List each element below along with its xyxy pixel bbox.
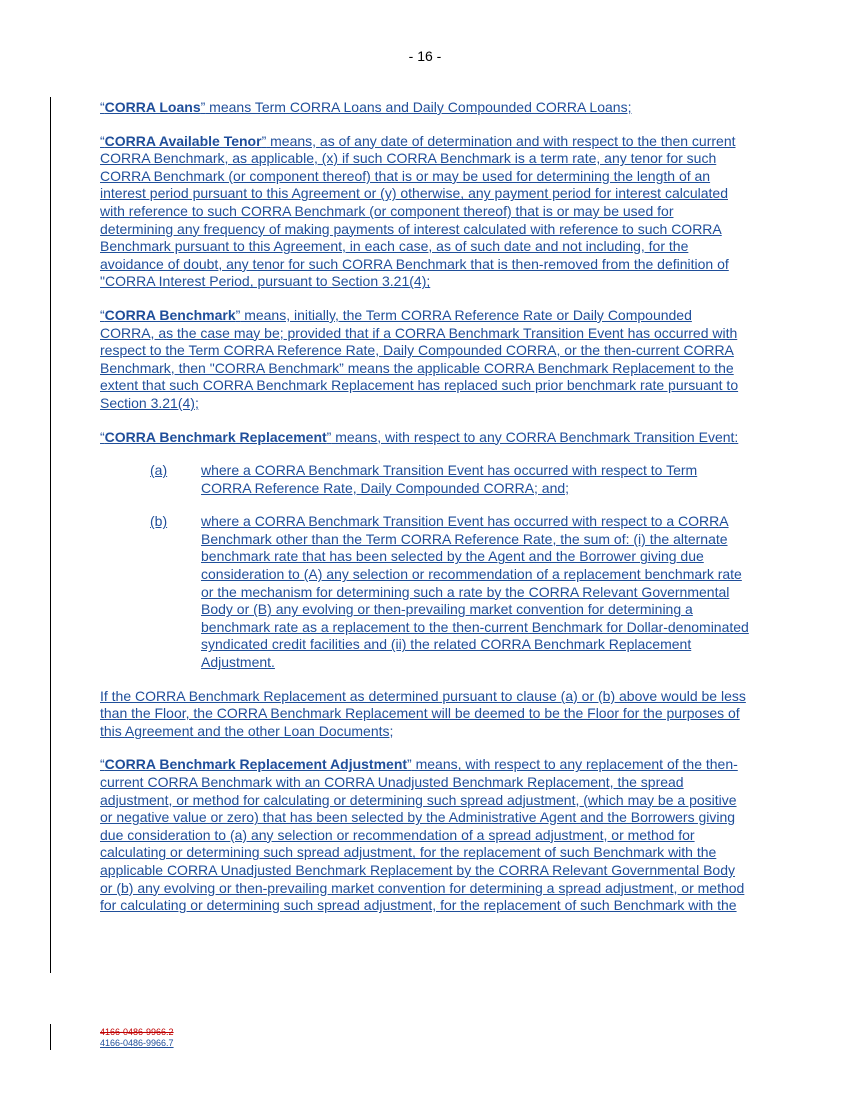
defined-term: CORRA Benchmark Replacement: [104, 428, 327, 445]
defined-term: CORRA Benchmark: [104, 306, 236, 323]
close-quote: ”: [407, 756, 412, 773]
definition-corra-available-tenor: [100, 133, 750, 291]
open-quote: “: [100, 306, 105, 323]
footer-change-bar: [50, 1024, 51, 1050]
open-quote: “: [100, 428, 105, 445]
definition-corra-loans: [100, 99, 750, 117]
open-quote: “: [100, 756, 105, 773]
page-number: - 16 -: [408, 48, 442, 64]
close-quote: ”: [326, 428, 332, 445]
definition-corra-benchmark-replacement: [100, 429, 750, 447]
definition-text: means, as of any date of determination and with respect to the then current CORRA Benchmark, as applicable, (x) if such CORRA Benchmark is a term rate, any tenor for such CORRA Benchmark (or component thereof) that is or may be used for determining the length of an interest period pursuant to this Agreement or (y) otherwise, any payment period for interest calculated with reference to such CORRA Benchmark (or component thereof) that is or may be used for determining any frequency of making payments of interest calculated with reference to such CORRA Benchmark pursuant to this Agreement, in each case, as of such date and not including, for the avoidance of doubt, any tenor for such CORRA Benchmark that is then-removed from the definition of "CORRA Interest Period, pursuant to Section 3.21(4);: [100, 132, 736, 290]
list-item-text: where a CORRA Benchmark Transition Event has occurred with respect to Term CORRA Reference Rate, Daily Compounded CORRA; and;: [201, 462, 698, 496]
definition-corra-benchmark: [100, 307, 750, 413]
close-quote: ”: [200, 99, 206, 115]
list-item-label: (b): [150, 513, 168, 530]
list-item-text: where a CORRA Benchmark Transition Event has occurred with respect to a CORRA Benchmark other than the Term CORRA Reference Rate, the sum of: (i) the alternate benchmark rate that has been selected by the Agent and the Borrower giving due consideration to (A) any selection or recommendation of a replacement benchmark rate or the mechanism for determining such a rate by the CORRA Relevant Governmental Body or (B) any evolving or then-prevailing market convention for determining a benchmark rate as a replacement to the then-current Benchmark for Dollar-denominated syndicated credit facilities and (ii) the related CORRA Benchmark Replacement Adjustment.: [201, 513, 749, 671]
deleted-doc-id: 4166-0486-9966.2: [100, 1027, 174, 1037]
definition-text: means, with respect to any CORRA Benchmark Transition Event:: [331, 428, 739, 445]
inserted-doc-id: 4166-0486-9966.7: [100, 1038, 174, 1048]
defined-term: CORRA Benchmark Replacement Adjustment: [104, 756, 408, 773]
list-item-b: [150, 513, 750, 671]
floor-paragraph: If the CORRA Benchmark Replacement as determined pursuant to clause (a) or (b) above would be less than the Floor, the CORRA Benchmark Replacement will be deemed to be the Floor for the purposes of this Agreement and the other Loan Documents;: [100, 687, 746, 739]
defined-term: CORRA Loans: [104, 99, 201, 115]
change-bar: [50, 97, 51, 973]
list-item-label: (a): [150, 462, 168, 479]
close-quote: ”: [235, 306, 241, 323]
defined-term: CORRA Available Tenor: [104, 132, 262, 149]
document-body: [100, 99, 750, 931]
document-footer: [100, 1027, 174, 1049]
open-quote: “: [100, 99, 105, 115]
open-quote: “: [100, 132, 105, 149]
list-item-a: [150, 462, 750, 497]
definition-text: means Term CORRA Loans and Daily Compounded CORRA Loans;: [205, 99, 632, 115]
definition-text: means, initially, the Term CORRA Reference Rate or Daily Compounded CORRA, as the case may be; provided that if a CORRA Benchmark Transition Event has occurred with respect to the Term CORRA Reference Rate, Daily Compounded CORRA, or the then-current CORRA Benchmark, then "CORRA Benchmark” means the applicable CORRA Benchmark Replacement to the extent that such CORRA Benchmark Replacement has replaced such prior benchmark rate pursuant to Section 3.21(4);: [100, 306, 739, 411]
close-quote: ”: [261, 132, 267, 149]
definition-text: means, with respect to any replacement of the then-current CORRA Benchmark with an CORRA Unadjusted Benchmark Replacement, the spread adjustment, or method for calculating or determining such spread adjustment, (which may be a positive or negative value or zero) that has been selected by the Administrative Agent and the Borrowers giving due consideration to (a) any selection or recommendation of a spread adjustment, or method for calculating or determining such spread adjustment, for the replacement of such Benchmark with the applicable CORRA Unadjusted Benchmark Replacement by the CORRA Relevant Governmental Body or (b) any evolving or then-prevailing market convention for determining a spread adjustment, or method for calculating or determining such spread adjustment, for the replacement of such Benchmark with the: [100, 756, 745, 914]
definition-corra-benchmark-replacement-adjustment: [100, 756, 750, 914]
